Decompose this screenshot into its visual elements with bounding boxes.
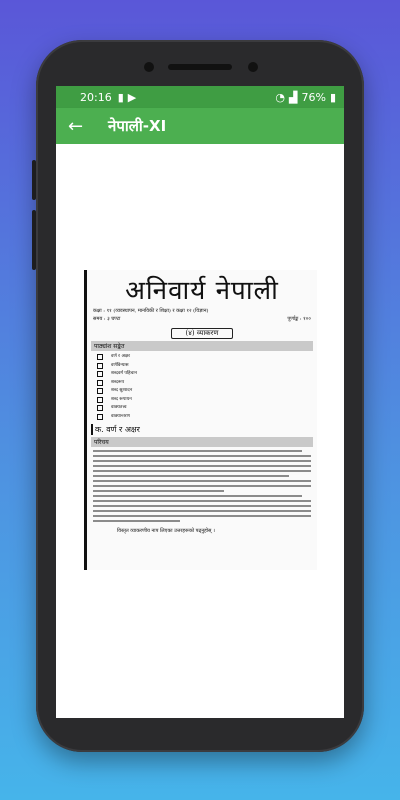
signal-icon: ▟ — [289, 90, 298, 104]
section-box: (४) व्याकरण — [171, 328, 233, 339]
page-title: नेपाली-XI — [108, 117, 167, 135]
time-label: समय : ३ घण्टा — [93, 316, 121, 322]
intro-heading: परिचय — [91, 437, 313, 447]
screen — [56, 86, 344, 718]
document-page-image — [84, 270, 317, 570]
full-marks-label: पूर्णाङ्क : १०० — [287, 316, 311, 322]
battery-percent: 76% — [301, 90, 326, 104]
list-item: वाक्यान्तरण — [97, 413, 317, 422]
status-bar — [56, 86, 344, 108]
contents-heading: पाठ्यांश सङ्केत — [91, 341, 313, 351]
toc-list — [87, 353, 317, 421]
footnote: विस्तृत व्याकरणीय नाप लिएका उत्तरहरूको पढ्नुहोस् । — [117, 528, 215, 534]
list-item: शब्द स्रुत्पादन — [97, 387, 317, 396]
chapter-heading: क. वर्ण र अक्षर — [91, 424, 313, 435]
list-item: शब्दरूप — [97, 379, 317, 388]
class-info: कक्षा : ११ (व्यवस्थापन, मानविकी र शिक्षा) र कक्षा १२ (विज्ञान) — [93, 308, 209, 314]
volume-button — [32, 210, 36, 270]
app-bar — [56, 108, 344, 144]
list-item: वाक्यतत्त्व — [97, 404, 317, 413]
sensor — [248, 62, 258, 72]
video-icon: ▶ — [127, 90, 137, 104]
document-title: अनिवार्य नेपाली — [125, 276, 279, 306]
list-item: वर्णविन्यास — [97, 362, 317, 371]
speaker — [168, 64, 232, 70]
camera — [144, 62, 154, 72]
list-item: शब्द रूपायन — [97, 396, 317, 405]
battery-icon: ▮ — [329, 90, 336, 104]
list-item: शब्दवर्ग पहिचान — [97, 370, 317, 379]
phone-frame — [36, 40, 364, 752]
body-text — [93, 450, 311, 522]
document-viewer[interactable] — [56, 144, 344, 718]
list-item: वर्ण र अक्षर — [97, 353, 317, 362]
power-button — [32, 160, 36, 200]
wifi-icon: ◔ — [275, 90, 286, 104]
media-icon: ▮ — [117, 90, 124, 104]
marks-row — [87, 316, 317, 322]
back-arrow-icon[interactable]: ← — [68, 115, 84, 137]
status-time: 20:16 — [80, 90, 112, 104]
